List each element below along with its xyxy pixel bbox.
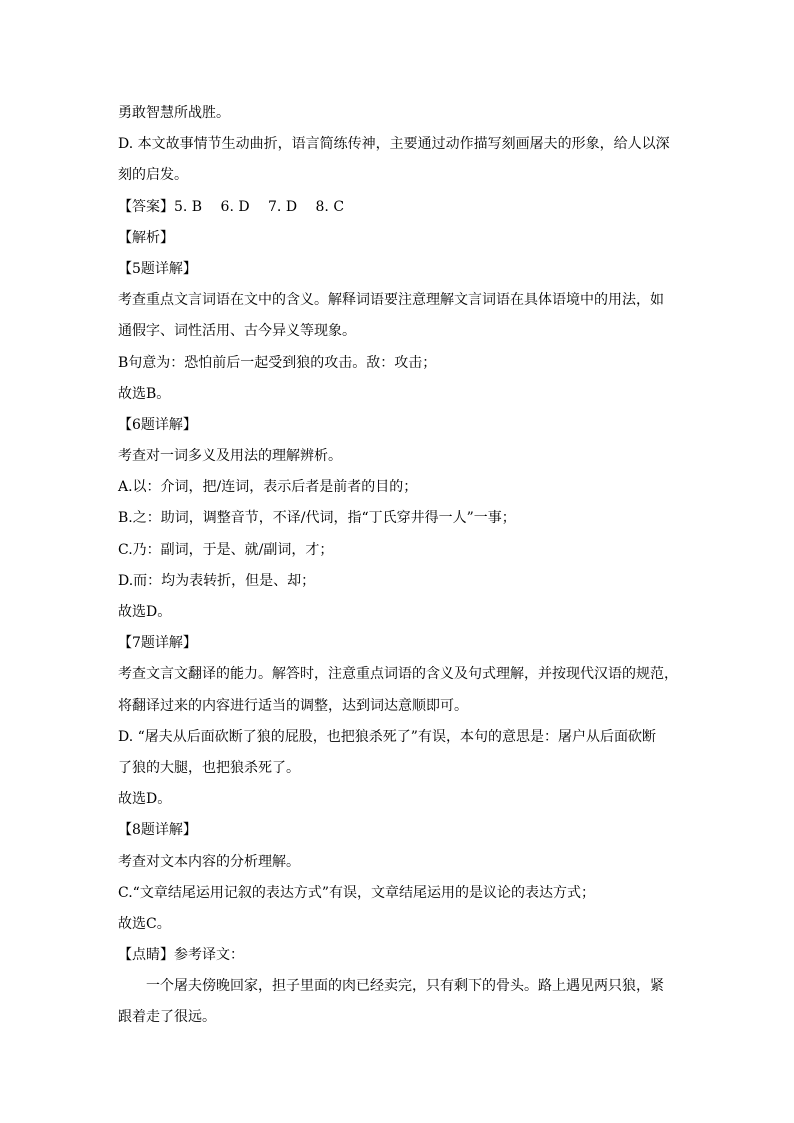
translation-line: 一个屠夫傍晚回家，担子里面的肉已经卖完，只有剩下的骨头。路上遇见两只狼，紧 (146, 978, 664, 995)
text-line: B.之：助词，调整音节，不译/代词，指“丁氏穿井得一人”一事； (118, 510, 516, 527)
text-line: D. “屠夫从后面砍断了狼的屁股，也把狼杀死了”有误，本句的意思是：屠户从后面砍断 (118, 728, 656, 745)
text-line: D. 本文故事情节生动曲折，语言简练传神，主要通过动作描写刻画屠夫的形象，给人以深 (118, 136, 670, 153)
text-line: 故选C。 (118, 915, 171, 932)
text-line: C.“文章结尾运用记叙的表达方式”有误，文章结尾运用的是议论的表达方式； (118, 884, 595, 901)
text-line: 考查重点文言词语在文中的含义。解释词语要注意理解文言词语在具体语境中的用法，如 (118, 292, 664, 309)
text-line: 勇敢智慧所战胜。 (118, 105, 230, 121)
text-line: 故选D。 (118, 604, 172, 620)
section-heading: 【6题详解】 (118, 416, 197, 433)
section-heading: 【5题详解】 (118, 260, 197, 277)
text-line: 了狼的大腿，也把狼杀死了。 (118, 759, 300, 776)
section-heading: 【8题详解】 (118, 822, 197, 839)
section-heading: 【7题详解】 (118, 635, 197, 652)
translation-line: 跟着走了很远。 (118, 1009, 216, 1026)
text-line: 通假字、词性活用、古今异义等现象。 (118, 323, 356, 340)
text-line: 考查对文本内容的分析理解。 (118, 853, 300, 870)
document-page (118, 98, 678, 1034)
section-heading: 【点睛】参考译文： (118, 947, 244, 964)
section-heading: 【解析】 (118, 229, 174, 246)
text-line: 考查文言文翻译的能力。解答时，注意重点词语的含义及句式理解，并按现代汉语的规范， (118, 666, 678, 683)
text-line: 刻的启发。 (118, 167, 188, 184)
text-line: C.乃：副词，于是、就/副词，才； (118, 541, 334, 558)
text-line: B句意为：恐怕前后一起受到狼的攻击。敌：攻击； (118, 354, 437, 371)
text-line: D.而：均为表转折，但是、却； (118, 572, 316, 589)
text-line: 考查对一词多义及用法的理解辨析。 (118, 448, 342, 465)
answer-line: 【答案】5. B 6. D 7. D 8. C (118, 198, 345, 215)
text-line: 故选B。 (118, 385, 171, 402)
text-line: A.以：介词，把/连词，表示后者是前者的目的； (118, 479, 418, 496)
text-line: 将翻译过来的内容进行适当的调整，达到词达意顺即可。 (118, 697, 468, 714)
text-line: 故选D。 (118, 791, 172, 808)
